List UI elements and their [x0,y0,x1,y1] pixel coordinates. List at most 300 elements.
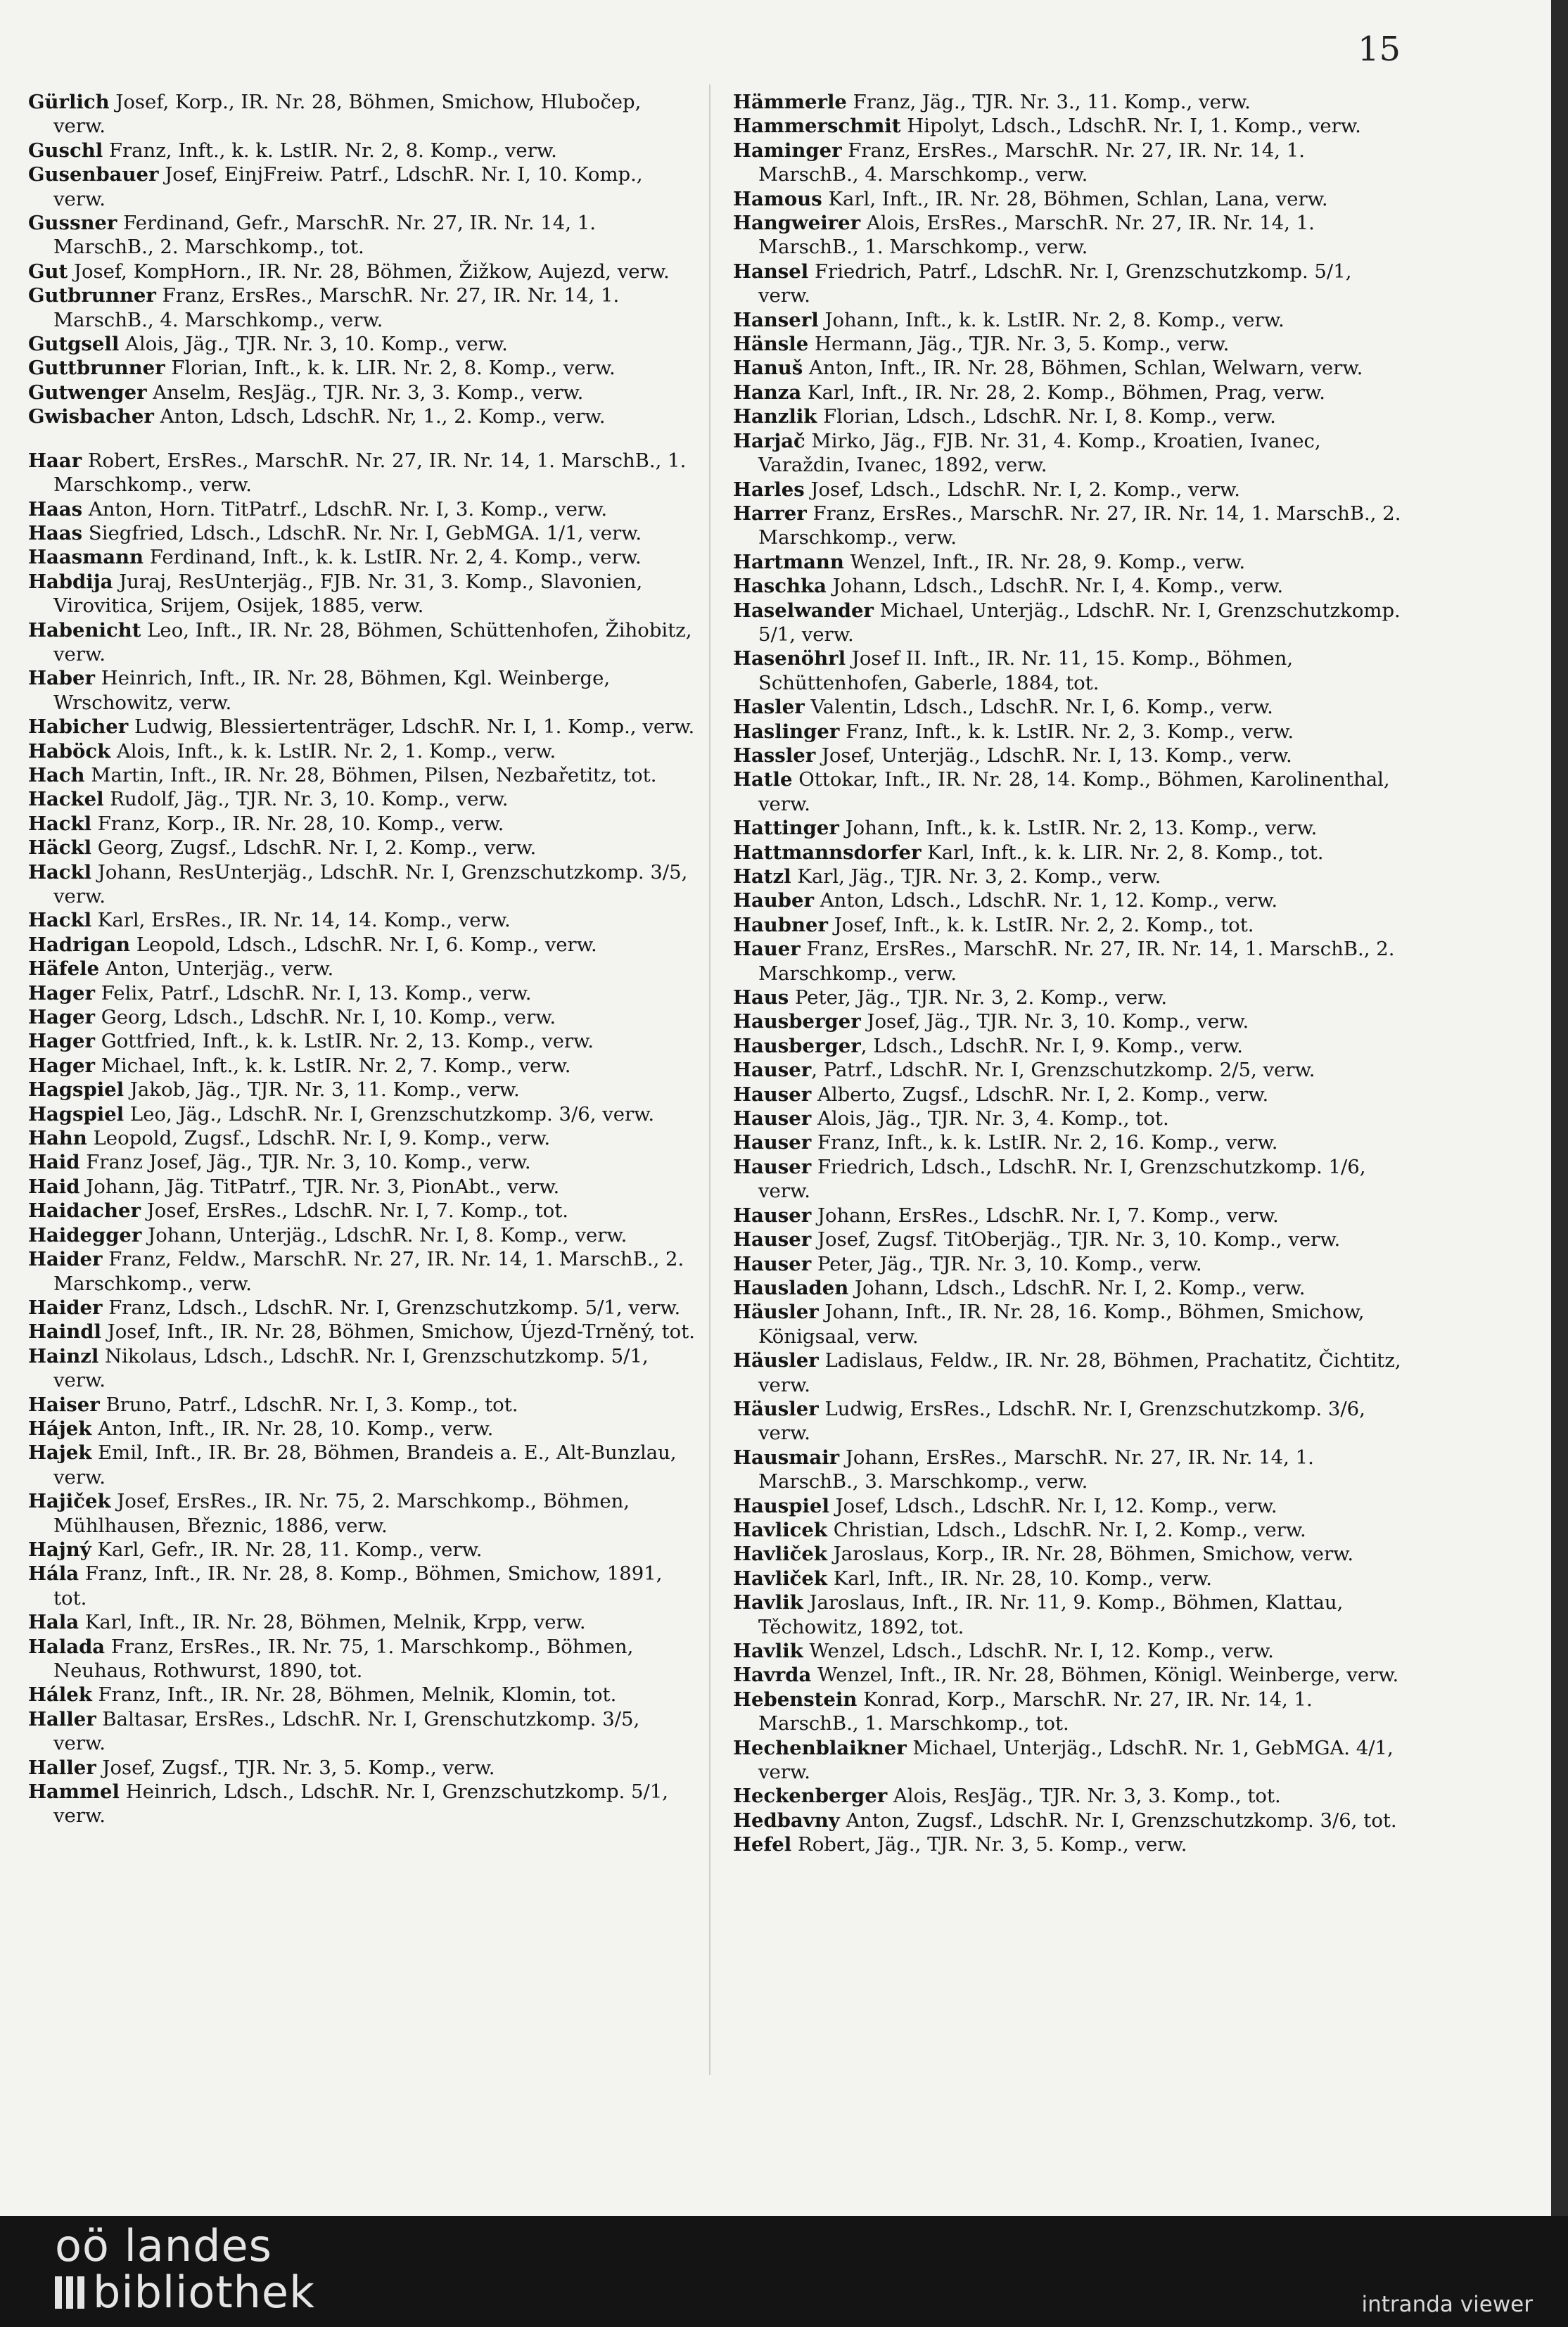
register-entry [733,90,1401,114]
entry-surname: Hartmann [733,550,844,573]
register-entry [28,404,696,428]
entry-surname: Havrda [733,1664,812,1687]
register-entry [733,308,1401,332]
entry-surname: Häusler [733,1397,819,1420]
register-entry [28,1610,696,1634]
register-entry [28,90,696,139]
register-entry [733,695,1401,719]
register-entry [733,1397,1401,1446]
entry-surname: Harrer [733,502,807,525]
entry-surname: Hainzl [28,1344,99,1367]
register-entry [28,381,696,404]
viewer-brand-label[interactable]: intranda viewer [1361,2292,1533,2317]
register-entry [28,1247,696,1296]
entry-details: Karl, Inft., IR. Nr. 28, 10. Komp., verw. [827,1567,1213,1590]
entry-details: Alois, Jäg., TJR. Nr. 3, 10. Komp., verw. [119,333,508,356]
entry-surname: Gutbrunner [28,284,156,307]
register-entry [733,1300,1401,1349]
logo-line-1: oö landes [55,2220,272,2271]
register-entry [28,1780,696,1828]
left-column [28,90,696,2102]
register-entry [733,1107,1401,1130]
entry-details: Juraj, ResUnterjäg., FJB. Nr. 31, 3. Komp., Slavonien, Virovitica, Srijem, Osijek, 1885, verw. [53,570,643,618]
register-entry [28,570,696,618]
entry-details: Heinrich, Ldsch., LdschR. Nr. I, Grenzschutzkomp. 5/1, verw. [53,1780,669,1828]
register-entry [28,981,696,1005]
entry-details: Georg, Zugsf., LdschR. Nr. I, 2. Komp., verw. [91,836,537,860]
register-entry [733,404,1401,428]
register-entry [733,1639,1401,1663]
right-column [733,90,1401,2102]
entry-details: Hermann, Jäg., TJR. Nr. 3, 5. Komp., verw. [808,333,1230,356]
library-logo[interactable] [55,2220,315,2318]
entry-details: Josef, Ldsch., LdschR. Nr. I, 2. Komp., verw. [804,478,1240,501]
entry-details: Ferdinand, Gefr., MarschR. Nr. 27, IR. Nr. 14, 1. MarschB., 2. Marschkomp., tot. [53,212,596,259]
register-entry [733,1832,1401,1856]
entry-surname: Hatzl [733,865,791,888]
register-entry [28,1683,696,1707]
entry-details: Franz, Jäg., TJR. Nr. 3., 11. Komp., verw. [846,91,1251,113]
entry-details: Gottfried, Inft., k. k. LstIR. Nr. 2, 13. Komp., verw. [95,1030,594,1053]
register-entry [733,816,1401,840]
entry-details: Konrad, Korp., MarschR. Nr. 27, IR. Nr. 14, 1. MarschB., 1. Marschkomp., tot. [758,1688,1313,1735]
entry-surname: Habdija [28,570,113,593]
register-entry [28,933,696,957]
entry-details: Karl, Inft., k. k. LIR. Nr. 2, 8. Komp., tot. [921,841,1324,864]
entry-surname: Haasmann [28,546,144,569]
entry-surname: Hauber [733,889,815,912]
entry-details: Alois, Inft., k. k. LstIR. Nr. 2, 1. Komp., verw. [110,739,556,763]
entry-surname: Gusenbauer [28,163,159,186]
entry-details: Leopold, Ldsch., LdschR. Nr. I, 6. Komp., verw. [130,933,597,956]
entry-details: Franz, ErsRes., MarschR. Nr. 27, IR. Nr. 14, 1. MarschB., 4. Marschkomp., verw. [758,139,1305,186]
page-edge [1551,0,1568,2216]
entry-details: Johann, ResUnterjäg., LdschR. Nr. I, Grenzschutzkomp. 3/5, verw. [53,860,688,907]
register-entry [733,865,1401,888]
entry-surname: Hedbavny [733,1809,840,1832]
entry-details: Josef, ErsRes., LdschR. Nr. I, 7. Komp., tot. [141,1199,569,1223]
entry-surname: Guttbrunner [28,357,165,380]
entry-details: Johann, Inft., IR. Nr. 28, 16. Komp., Böhmen, Smichow, Königsaal, verw. [758,1301,1365,1348]
entry-details: Karl, Inft., IR. Nr. 28, Böhmen, Schlan, Lana, verw. [822,187,1328,210]
entry-surname: Hauser [733,1204,812,1227]
register-entry [28,1005,696,1029]
entry-surname: Hackl [28,812,92,835]
entry-surname: Gürlich [28,91,110,113]
register-entry [733,1590,1401,1639]
entry-surname: Hálek [28,1683,92,1707]
register-entry [733,1567,1401,1590]
register-entry [733,550,1401,574]
entry-details: Franz, Inft., k. k. LstIR. Nr. 2, 8. Komp., verw. [103,139,557,162]
entry-surname: Hager [28,1054,96,1077]
entry-surname: Hausmair [733,1446,840,1469]
entry-surname: Hechenblaikner [733,1736,907,1759]
entry-details: Johann, ErsRes., MarschR. Nr. 27, IR. Nr. 14, 1. MarschB., 3. Marschkomp., verw. [758,1446,1314,1493]
register-entry [733,1058,1401,1082]
entry-surname: Habenicht [28,618,141,642]
entry-details: Franz, Inft., k. k. LstIR. Nr. 2, 3. Komp., verw. [839,720,1294,743]
entry-details: Josef, EinjFreiw. Patrf., LdschR. Nr. I, 10. Komp., verw. [53,163,643,210]
register-entry [733,1155,1401,1204]
entry-surname: Hála [28,1562,79,1586]
register-entry [733,1276,1401,1300]
entry-surname: Habicher [28,715,129,739]
register-entry [28,1441,696,1489]
entry-surname: Guschl [28,139,103,162]
register-entry [733,429,1401,478]
entry-surname: Hanzlik [733,405,817,428]
entry-details: Wenzel, Ldsch., LdschR. Nr. I, 12. Komp., verw. [803,1640,1274,1662]
entry-details: Franz, Ldsch., LdschR. Nr. I, Grenzschutzkomp. 5/1, verw. [102,1296,681,1319]
register-entry [28,860,696,909]
entry-details: Friedrich, Ldsch., LdschR. Nr. I, Grenzschutzkomp. 1/6, verw. [758,1155,1366,1203]
entry-details: Leo, Jäg., LdschR. Nr. I, Grenzschutzkomp. 3/6, verw. [124,1102,655,1126]
entry-details: Peter, Jäg., TJR. Nr. 3, 10. Komp., verw. [811,1252,1202,1275]
register-entry [733,1688,1401,1736]
entry-details: Anton, Ldsch, LdschR. Nr, 1., 2. Komp., verw. [153,405,606,428]
entry-surname: Harles [733,478,805,501]
entry-surname: Haschka [733,575,827,598]
register-entry [28,812,696,836]
entry-details: Karl, Inft., IR. Nr. 28, Böhmen, Melnik, Krpp, verw. [79,1611,586,1634]
entry-details: Ferdinand, Inft., k. k. LstIR. Nr. 2, 4. Komp., verw. [144,546,642,569]
register-entry [733,139,1401,187]
register-entry [28,1756,696,1780]
entry-details: Franz, Inft., IR. Nr. 28, 8. Komp., Böhmen, Smichow, 1891, tot. [53,1562,663,1609]
register-entry [733,986,1401,1009]
entry-surname: Hasler [733,696,805,719]
register-entry [733,1034,1401,1058]
entry-details: Wenzel, Inft., IR. Nr. 28, 9. Komp., verw. [843,550,1246,573]
entry-surname: Haidacher [28,1199,141,1223]
entry-details: Siegfried, Ldsch., LdschR. Nr. Nr. I, GebMGA. 1/1, verw. [82,521,642,544]
register-entry [28,618,696,667]
entry-surname: Hausladen [733,1276,849,1299]
register-entry [733,1349,1401,1397]
entry-details: Heinrich, Inft., IR. Nr. 28, Böhmen, Kgl. Weinberge, Wrschowitz, verw. [53,667,611,714]
register-entry [733,1083,1401,1107]
entry-surname: Hagspiel [28,1078,125,1102]
entry-surname: Hackl [28,860,92,884]
register-entry [28,1393,696,1417]
entry-surname: Hanuš [733,357,803,380]
entry-surname: Hauser [733,1131,812,1154]
register-entry [28,1150,696,1174]
entry-details: Johann, Inft., k. k. LstIR. Nr. 2, 13. Komp., verw. [839,817,1318,840]
entry-details: Alois, ErsRes., MarschR. Nr. 27, IR. Nr. 14, 1. MarschB., 1. Marschkomp., verw. [758,212,1315,259]
entry-surname: Häusler [733,1301,819,1324]
entry-surname: Hangweirer [733,212,861,235]
register-entry [28,666,696,715]
register-entry [733,1736,1401,1785]
entry-details: Mirko, Jäg., FJB. Nr. 31, 4. Komp., Kroatien, Ivanec, Varaždin, Ivanec, 1892, verw. [758,429,1321,477]
entry-details: Josef, Jäg., TJR. Nr. 3, 10. Komp., verw. [860,1010,1249,1033]
entry-details: Johann, Inft., k. k. LstIR. Nr. 2, 8. Komp., verw. [818,308,1285,331]
entry-surname: Gutgsell [28,333,120,356]
entry-surname: Hauer [733,938,801,961]
register-entry [733,1204,1401,1228]
register-entry [28,1126,696,1150]
register-entry [28,1029,696,1053]
entry-surname: Hájek [28,1417,92,1440]
entry-details: Martin, Inft., IR. Nr. 28, Böhmen, Pilsen, Nezbařetitz, tot. [84,763,657,786]
register-entry [733,1130,1401,1154]
register-entry [733,114,1401,138]
entry-surname: Hammerschmit [733,115,901,138]
register-entry [733,1784,1401,1808]
entry-details: Josef, Inft., k. k. LstIR. Nr. 2, 2. Komp., tot. [828,913,1254,936]
entry-surname: Hajek [28,1441,92,1465]
entry-surname: Havlik [733,1591,803,1614]
register-entry [733,356,1401,380]
entry-details: Michael, Inft., k. k. LstIR. Nr. 2, 7. Komp., verw. [95,1054,571,1077]
entry-surname: Hajný [28,1538,91,1561]
register-entry [28,1417,696,1441]
entry-details: Leo, Inft., IR. Nr. 28, Böhmen, Schüttenhofen, Žihobitz, verw. [53,618,692,665]
register-entry [733,1809,1401,1832]
entry-details: Anton, Unterjäg., verw. [99,957,334,981]
register-entry [733,720,1401,744]
register-entry [28,1296,696,1320]
entry-details: Ottokar, Inft., IR. Nr. 28, 14. Komp., Böhmen, Karolinenthal, verw. [758,768,1390,815]
entry-surname: Hattinger [733,817,839,840]
entry-details: Franz, Inft., k. k. LstIR. Nr. 2, 16. Komp., verw. [811,1131,1278,1154]
register-entry [733,937,1401,986]
register-entry [28,332,696,356]
entry-surname: Harjač [733,429,805,452]
register-entry [733,913,1401,937]
entry-details: Wenzel, Inft., IR. Nr. 28, Böhmen, Königl. Weinberge, verw. [811,1664,1399,1687]
entry-surname: Hagspiel [28,1102,125,1126]
entry-surname: Haider [28,1248,103,1271]
register-entry [28,1562,696,1610]
entry-surname: Hager [28,981,96,1005]
entry-details: , Patrf., LdschR. Nr. I, Grenzschutzkomp. 2/5, verw. [811,1059,1315,1082]
entry-details: Josef II. Inft., IR. Nr. 11, 15. Komp., Böhmen, Schüttenhofen, Gaberle, 1884, tot. [758,647,1294,694]
entry-surname: Häfele [28,957,100,981]
register-entry [28,1707,696,1756]
entry-surname: Hansel [733,260,809,283]
entry-details: Leopold, Zugsf., LdschR. Nr. I, 9. Komp., verw. [87,1127,551,1150]
entry-surname: Hala [28,1611,79,1634]
register-entry [733,478,1401,502]
entry-surname: Haas [28,521,83,544]
entry-details: Josef, Zugsf. TitOberjäg., TJR. Nr. 3, 10. Komp., verw. [811,1228,1341,1251]
entry-details: Bruno, Patrf., LdschR. Nr. I, 3. Komp., tot. [99,1393,518,1416]
register-entry [733,1663,1401,1687]
entry-details: Christian, Ldsch., LdschR. Nr. I, 2. Komp., verw. [827,1518,1306,1541]
entry-details: Anselm, ResJäg., TJR. Nr. 3, 3. Komp., verw. [146,381,584,404]
entry-surname: Haus [733,986,789,1009]
entry-details: Emil, Inft., IR. Br. 28, Böhmen, Brandeis a. E., Alt-Bunzlau, verw. [53,1441,677,1488]
entry-surname: Haid [28,1151,80,1174]
entry-details: Florian, Inft., k. k. LIR. Nr. 2, 8. Komp., verw. [165,357,616,380]
entry-details: Karl, Gefr., IR. Nr. 28, 11. Komp., verw. [91,1538,483,1561]
entry-details: Anton, Zugsf., LdschR. Nr. I, Grenzschutzkomp. 3/6, tot. [839,1809,1397,1832]
register-entry [28,545,696,569]
entry-details: Franz, ErsRes., MarschR. Nr. 27, IR. Nr. 14, 1. MarschB., 4. Marschkomp., verw. [53,284,620,331]
entry-details: Peter, Jäg., TJR. Nr. 3, 2. Komp., verw. [789,986,1168,1009]
column-divider [709,84,710,2075]
entry-surname: Hach [28,763,85,786]
entry-surname: Haider [28,1296,103,1319]
entry-details: Anton, Inft., IR. Nr. 28, 10. Komp., verw. [91,1417,494,1440]
register-entry [28,1635,696,1683]
entry-details: Anton, Horn. TitPatrf., LdschR. Nr. I, 3. Komp., verw. [82,497,608,521]
logo-line-2: bibliothek [93,2267,315,2318]
entry-details: Robert, ErsRes., MarschR. Nr. 27, IR. Nr. 14, 1. MarschB., 1. Marschkomp., verw. [53,449,687,497]
entry-surname: Haidegger [28,1223,142,1247]
register-entry [28,1223,696,1247]
entry-details: Robert, Jäg., TJR. Nr. 3, 5. Komp., verw. [791,1833,1187,1856]
register-entry [733,1542,1401,1566]
entry-surname: Gut [28,260,68,283]
entry-details: Johann, ErsRes., LdschR. Nr. I, 7. Komp., verw. [811,1204,1279,1227]
entry-details: Josef, Zugsf., TJR. Nr. 3, 5. Komp., verw. [96,1756,495,1779]
entry-surname: Havliček [733,1567,827,1590]
entry-surname: Hausberger [733,1034,861,1057]
entry-surname: Havlicek [733,1518,827,1541]
entry-surname: Haindl [28,1320,101,1344]
entry-surname: Havliček [733,1543,827,1566]
entry-surname: Hanza [733,381,802,404]
entry-details: Franz, Inft., IR. Nr. 28, Böhmen, Melnik, Klomin, tot. [91,1683,617,1707]
register-entry [28,139,696,162]
entry-surname: Haselwander [733,599,874,622]
entry-surname: Hager [28,1030,96,1053]
register-entry [733,1518,1401,1542]
entry-surname: Häusler [733,1349,819,1372]
entry-details: Jakob, Jäg., TJR. Nr. 3, 11. Komp., verw. [124,1078,520,1102]
register-entry [28,356,696,380]
entry-details: Jaroslaus, Inft., IR. Nr. 11, 9. Komp., Böhmen, Klattau, Těchowitz, 1892, tot. [758,1591,1344,1638]
entry-details: Rudolf, Jäg., TJR. Nr. 3, 10. Komp., verw. [103,788,509,811]
register-entry [733,574,1401,598]
entry-details: Michael, Unterjäg., LdschR. Nr. I, Grenzschutzkomp. 5/1, verw. [758,599,1401,646]
entry-surname: Havlik [733,1640,803,1662]
register-entry [28,1489,696,1538]
entry-details: Franz, ErsRes., MarschR. Nr. 27, IR. Nr. 14, 1. MarschB., 2. Marschkomp., verw. [758,938,1395,985]
register-entry [28,1175,696,1199]
entry-details: Valentin, Ldsch., LdschR. Nr. I, 6. Komp., verw. [804,696,1273,719]
entry-details: Josef, KompHorn., IR. Nr. 28, Böhmen, Žižkow, Aujezd, verw. [68,260,670,283]
entry-surname: Häckl [28,836,92,860]
entry-surname: Halada [28,1635,106,1658]
register-entry [733,744,1401,767]
entry-surname: Haid [28,1175,80,1198]
register-entry [28,763,696,787]
entry-surname: Hahn [28,1127,87,1150]
register-entry [733,1009,1401,1033]
register-entry [733,502,1401,550]
register-entry [733,381,1401,404]
register-entry [733,1494,1401,1518]
entry-details: Hipolyt, Ldsch., LdschR. Nr. I, 1. Komp., verw. [900,115,1361,138]
entry-surname: Hauser [733,1252,812,1275]
register-entry [28,715,696,739]
register-entry [733,646,1401,695]
register-entry [28,497,696,521]
entry-details: , Ldsch., LdschR. Nr. I, 9. Komp., verw. [860,1034,1244,1057]
entry-surname: Hauser [733,1228,812,1251]
entry-surname: Haminger [733,139,842,162]
entry-surname: Heckenberger [733,1785,888,1808]
entry-details: Georg, Ldsch., LdschR. Nr. I, 10. Komp., verw. [95,1006,556,1029]
entry-details: Ludwig, ErsRes., LdschR. Nr. I, Grenzschutzkomp. 3/6, verw. [758,1397,1365,1445]
entry-surname: Hammel [28,1780,120,1804]
entry-surname: Haiser [28,1393,100,1416]
register-entry [733,1252,1401,1276]
entry-surname: Gwisbacher [28,405,154,428]
register-entry [28,211,696,260]
register-entry [28,787,696,811]
entry-details: Alberto, Zugsf., LdschR. Nr. I, 2. Komp., verw. [811,1083,1269,1106]
register-entry [733,888,1401,912]
entry-surname: Haar [28,449,82,472]
entry-details: Franz, ErsRes., IR. Nr. 75, 1. Marschkomp., Böhmen, Neuhaus, Rothwurst, 1890, tot. [53,1635,634,1682]
entry-surname: Haber [28,667,96,690]
entry-surname: Hänsle [733,333,809,356]
entry-details: Johann, Unterjäg., LdschR. Nr. I, 8. Komp., verw. [141,1223,627,1247]
entry-details: Alois, Jäg., TJR. Nr. 3, 4. Komp., tot. [811,1107,1169,1130]
register-entry [733,187,1401,211]
entry-surname: Hadrigan [28,933,131,956]
entry-details: Jaroslaus, Korp., IR. Nr. 28, Böhmen, Smichow, verw. [827,1543,1354,1566]
entry-surname: Hauser [733,1083,812,1106]
entry-surname: Hauser [733,1107,812,1130]
entry-details: Anton, Inft., IR. Nr. 28, Böhmen, Schlan, Welwarn, verw. [803,357,1363,380]
entry-surname: Hackl [28,909,92,932]
entry-surname: Hajiček [28,1490,111,1513]
register-entry [28,908,696,932]
entry-details: Johann, Ldsch., LdschR. Nr. I, 4. Komp., verw. [826,575,1284,598]
register-entry [733,1446,1401,1494]
register-entry [28,449,696,497]
register-entry [733,211,1401,260]
page-number: 15 [1358,30,1401,69]
entry-surname: Hanserl [733,308,819,331]
register-entry [28,260,696,283]
entry-surname: Hauspiel [733,1494,829,1517]
register-entry [733,767,1401,816]
register-entry [28,1102,696,1126]
entry-surname: Hämmerle [733,91,847,113]
register-entry [28,162,696,211]
entry-details: Josef, Ldsch., LdschR. Nr. I, 12. Komp., verw. [829,1494,1277,1517]
entry-details: Josef, ErsRes., IR. Nr. 75, 2. Marschkomp., Böhmen, Mühlhausen, Březnic, 1886, verw. [53,1490,630,1537]
entry-surname: Haubner [733,913,829,936]
register-entry [733,260,1401,308]
register-entry [28,1054,696,1078]
entry-details: Josef, Inft., IR. Nr. 28, Böhmen, Smichow, Újezd-Trněný, tot. [101,1320,696,1344]
entry-details: Florian, Ldsch., LdschR. Nr. I, 8. Komp., verw. [817,405,1276,428]
register-entry [28,836,696,860]
entry-details: Karl, ErsRes., IR. Nr. 14, 14. Komp., verw. [91,909,511,932]
register-entry [28,1344,696,1393]
register-entry [28,739,696,763]
entry-surname: Haslinger [733,720,840,743]
entry-details: Josef, Unterjäg., LdschR. Nr. I, 13. Komp., verw. [815,744,1292,767]
entry-details: Franz Josef, Jäg., TJR. Nr. 3, 10. Komp., verw. [79,1151,531,1174]
entry-surname: Haller [28,1756,96,1779]
entry-details: Friedrich, Patrf., LdschR. Nr. I, Grenzschutzkomp. 5/1, verw. [758,260,1352,307]
register-entry [733,1228,1401,1251]
register-entry [28,1199,696,1223]
entry-details: Baltasar, ErsRes., LdschR. Nr. I, Grenschutzkomp. 3/5, verw. [53,1707,640,1755]
entry-surname: Haböck [28,739,111,763]
entry-surname: Gussner [28,212,117,235]
